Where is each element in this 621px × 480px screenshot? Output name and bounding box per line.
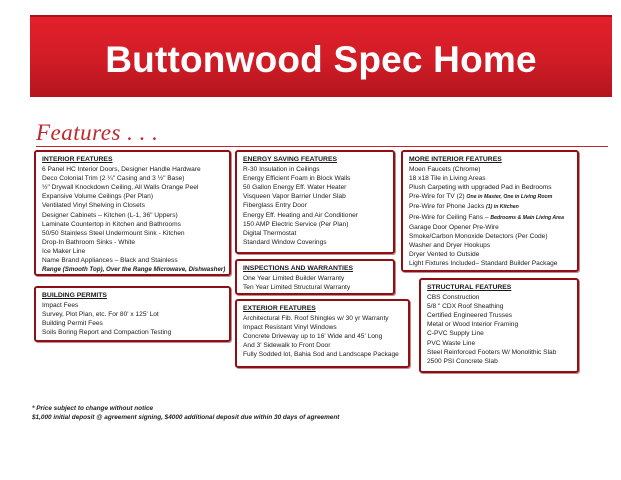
list-item: PVC Waste Line (427, 339, 476, 347)
phone-prewire-note: (1) in Kitchen (485, 204, 519, 211)
list-item: Laminate Countertop in Kitchen and Bathrooms (42, 220, 181, 228)
list-item: One Year Limited Builder Warranty (243, 275, 345, 283)
page-title: Buttonwood Spec Home (105, 39, 537, 80)
list-item: Washer and Dryer Hookups (409, 241, 491, 249)
building-permits-title: BUILDING PERMITS (42, 292, 107, 299)
list-item (409, 202, 571, 212)
list-item: 2500 PSI Concrete Slab (427, 357, 498, 365)
list-item: 50 Gallon Energy Eff. Water Heater (243, 184, 347, 192)
phone-prewire-label: Pre-Wire for Phone Jacks (409, 203, 485, 211)
list-item: Fiberglass Entry Door (243, 202, 307, 210)
list-item: Certified Engineered Trusses (427, 312, 513, 320)
list-item: Light Fixtures Included– Standard Builder Package (409, 260, 558, 268)
list-item: 50/50 Stainless Steel Undermount Sink - Kitchen (42, 229, 185, 237)
deposit-note: $1,000 initial deposit @ agreement signing, $4000 additional deposit due within 30 days of agreement (32, 414, 340, 421)
list-item: 18 x18 Tile in Living Areas (409, 175, 486, 183)
list-item: Expansive Volume Ceilings (Per Plan) (42, 193, 154, 201)
list-item: Plush Carpeting with upgraded Pad in Bedrooms (409, 184, 552, 192)
list-item: Energy Efficient Foam in Block Walls (243, 175, 351, 183)
fans-prewire-note: Bedrooms & Main Living Area (490, 214, 564, 221)
list-item: Digital Thermostat (243, 229, 297, 237)
energy-saving-features-box (235, 150, 395, 254)
list-item: Moen Faucets (Chrome) (409, 166, 481, 174)
structural-features-box (419, 278, 579, 373)
building-permits-box (34, 286, 231, 342)
list-item: C-PVC Supply Line (427, 330, 484, 338)
interior-features-box (34, 150, 231, 276)
more-interior-features-title: MORE INTERIOR FEATURES (409, 156, 502, 163)
list-item: Dryer Vented to Outside (409, 250, 480, 258)
list-item: CBS Construction (427, 294, 480, 302)
list-item: Survey, Plot Plan, etc. For 80' x 125' Lot (42, 311, 159, 319)
list-item: Range (Smooth Top), Over the Range Microwave, Dishwasher) (42, 266, 226, 274)
exterior-features-title: EXTERIOR FEATURES (243, 305, 316, 312)
list-item: 150 AMP Electric Service (Per Plan) (243, 220, 349, 228)
structural-features-title: STRUCTURAL FEATURES (427, 284, 512, 291)
tv-prewire-note: One in Master, One in Living Room (466, 194, 553, 201)
interior-features-title: INTERIOR FEATURES (42, 156, 113, 163)
list-item: Concrete Driveway up to 16' Wide and 45' Long (243, 333, 383, 341)
list-item: R-30 Insulation in Ceilings (243, 166, 320, 174)
footnotes (32, 404, 339, 422)
more-interior-features-box (401, 150, 579, 272)
list-item: Energy Eff. Heating and Air Conditioner (243, 211, 358, 219)
list-item: Ice Maker Line (42, 247, 86, 255)
list-item: Architectural Fib. Roof Shingles w/ 30 yr Warranty (243, 315, 389, 323)
list-item: Designer Cabinets – Kitchen (L-1, 36" Uppers) (42, 211, 178, 219)
features-heading: Features . . . (36, 120, 159, 145)
heading-divider (36, 146, 608, 147)
tv-prewire-label: Pre-Wire for TV (2) (409, 193, 465, 201)
list-item: Name Brand Appliances – Black and Stainless (42, 257, 178, 265)
fans-prewire-label: Pre-Wire for Ceiling Fans – (409, 213, 489, 221)
list-item: Fully Sodded lot, Bahia Sod and Landscape Package (243, 351, 399, 359)
list-item: Ten Year Limited Structural Warranty (243, 284, 351, 292)
list-item: 5/8 " CDX Roof Sheathing (427, 303, 504, 311)
title-banner (30, 15, 612, 97)
list-item (409, 192, 571, 202)
list-item: Drop-In Bathroom Sinks - White (42, 238, 136, 246)
list-item: Soils Boring Report and Compaction Testing (42, 329, 172, 337)
list-item: Garage Door Opener Pre-Wire (409, 223, 499, 231)
list-item: 6 Panel HC Interior Doors, Designer Handle Hardware (42, 166, 201, 174)
exterior-features-box (235, 299, 410, 368)
list-item: ½" Drywall Knockdown Ceiling, All Walls Orange Peel (42, 184, 199, 192)
list-item: Metal or Wood Interior Framing (427, 321, 519, 329)
list-item: Building Permit Fees (42, 320, 103, 328)
list-item: Standard Window Coverings (243, 238, 327, 246)
inspections-warranties-title: INSPECTIONS AND WARRANTIES (243, 265, 354, 272)
list-item: Steel Reinforced Footers W/ Monolithic Slab (427, 348, 557, 356)
list-item: Visqueen Vapor Barrier Under Slab (243, 193, 346, 201)
list-item: Deco Colonial Trim (2 ¼" Casing and 3 ½" Base) (42, 175, 185, 183)
list-item: And 3' Sidewalk to Front Door (243, 342, 331, 350)
price-note: * Price subject to change without notice (32, 405, 154, 412)
energy-saving-features-title: ENERGY SAVING FEATURES (243, 156, 338, 163)
list-item: Ventilated Vinyl Shelving in Closets (42, 202, 145, 210)
inspections-warranties-box (235, 259, 395, 295)
list-item: Smoke/Carbon Monoxide Detectors (Per Code) (409, 232, 548, 240)
list-item: Impact Fees (42, 302, 79, 310)
list-item: Impact Resistant Vinyl Windows (243, 324, 337, 332)
list-item (409, 213, 571, 223)
